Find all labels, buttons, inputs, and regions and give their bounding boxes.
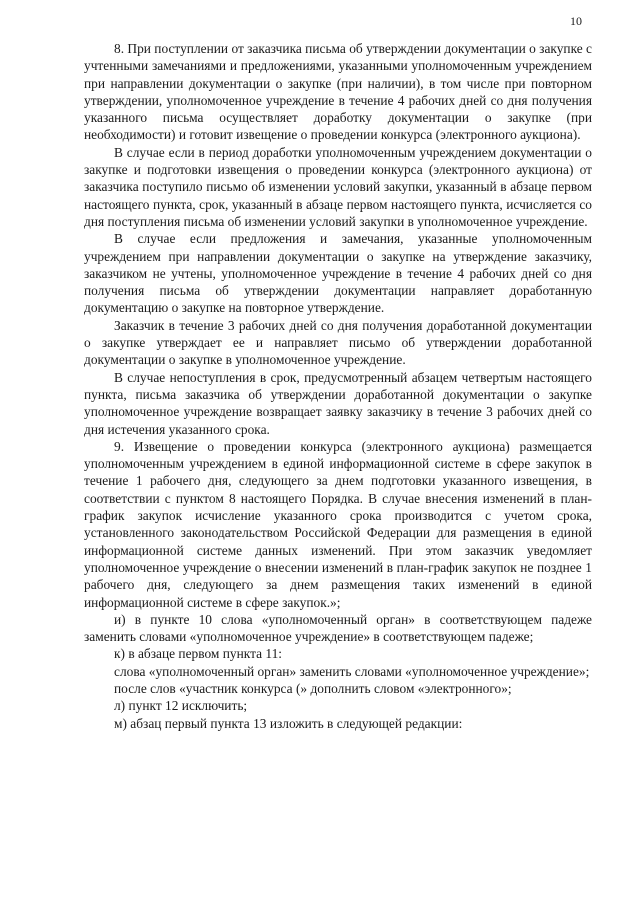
paragraph: к) в абзаце первом пункта 11: bbox=[114, 646, 283, 662]
paragraph: 9. Извещение о проведении конкурса (электронного аукциона) размещается уполномоченным учреждением в единой информационной системе в сфере закупок в течение 1 рабочего дня, следующего за днем подготовки указанного извещения, в соответствии с пунктом 8 настоящего Порядка. В случае внесения изменений в план-график закупок исчисление указанного срока производится с учетом срока, установленного законодательством Российской Федерации для размещения в единой информационной системе данных изменений. При этом заказчик уведомляет уполномоченное учреждение о внесении изменений в план-график закупок не позднее 1 рабочего дня, следующего за днем размещения таких изменений в единой информационной системе в сфере закупок.»; bbox=[84, 438, 592, 610]
paragraph: л) пункт 12 исключить; bbox=[114, 698, 248, 714]
paragraph: после слов «участник конкурса (» дополнить словом «электронного»; bbox=[114, 680, 512, 696]
paragraph: В случае если предложения и замечания, указанные уполномоченным учреждением при направлении документации о закупке на утверждение заказчику, заказчиком не учтены, уполномоченное учреждение в течение 4 рабочих дней со дня получения письма об утверждении документации направляет доработанную документацию о закупке на повторное утверждение. bbox=[84, 231, 592, 316]
page-number: 10 bbox=[570, 14, 582, 28]
paragraph: В случае если в период доработки уполномоченным учреждением документации о закупке и подготовки извещения о проведении конкурса (электронного аукциона) от заказчика поступило письмо об изменении условий закупки, указанный в абзаце первом настоящего пункта, срок, указанный в абзаце первом настоящего пункта, исчисляется со дня поступления письма об изменении условий закупки в уполномоченное учреждение. bbox=[84, 144, 592, 229]
paragraph: м) абзац первый пункта 13 изложить в следующей редакции: bbox=[114, 715, 463, 731]
paragraph: и) в пункте 10 слова «уполномоченный орган» в соответствующем падеже заменить словами «уполномоченное учреждение» в соответствующем падеже; bbox=[84, 611, 592, 645]
document-body bbox=[84, 40, 592, 732]
paragraph: В случае непоступления в срок, предусмотренный абзацем четвертым настоящего пункта, письма заказчика об утверждении доработанной документации о закупке уполномоченное учреждение возвращает заявку заказчику в течение 3 рабочих дней со дня истечения указанного срока. bbox=[84, 369, 592, 437]
paragraph: Заказчик в течение 3 рабочих дней со дня получения доработанной документации о закупке утверждает ее и направляет письмо об утверждении доработанной документации о закупке в уполномоченное учреждение. bbox=[84, 317, 592, 368]
paragraph: слова «уполномоченный орган» заменить словами «уполномоченное учреждение»; bbox=[114, 663, 590, 679]
paragraph: 8. При поступлении от заказчика письма об утверждении документации о закупке с учтенными замечаниями и предложениями, указанными уполномоченным учреждением при направлении документации о закупке (при наличии), в том числе при повторном утверждении, уполномоченное учреждение в течение 4 рабочих дней со дня получения указанного письма осуществляет доработку документации о закупке (при необходимости) и готовит извещение о проведении конкурса (электронного аукциона). bbox=[84, 41, 592, 143]
